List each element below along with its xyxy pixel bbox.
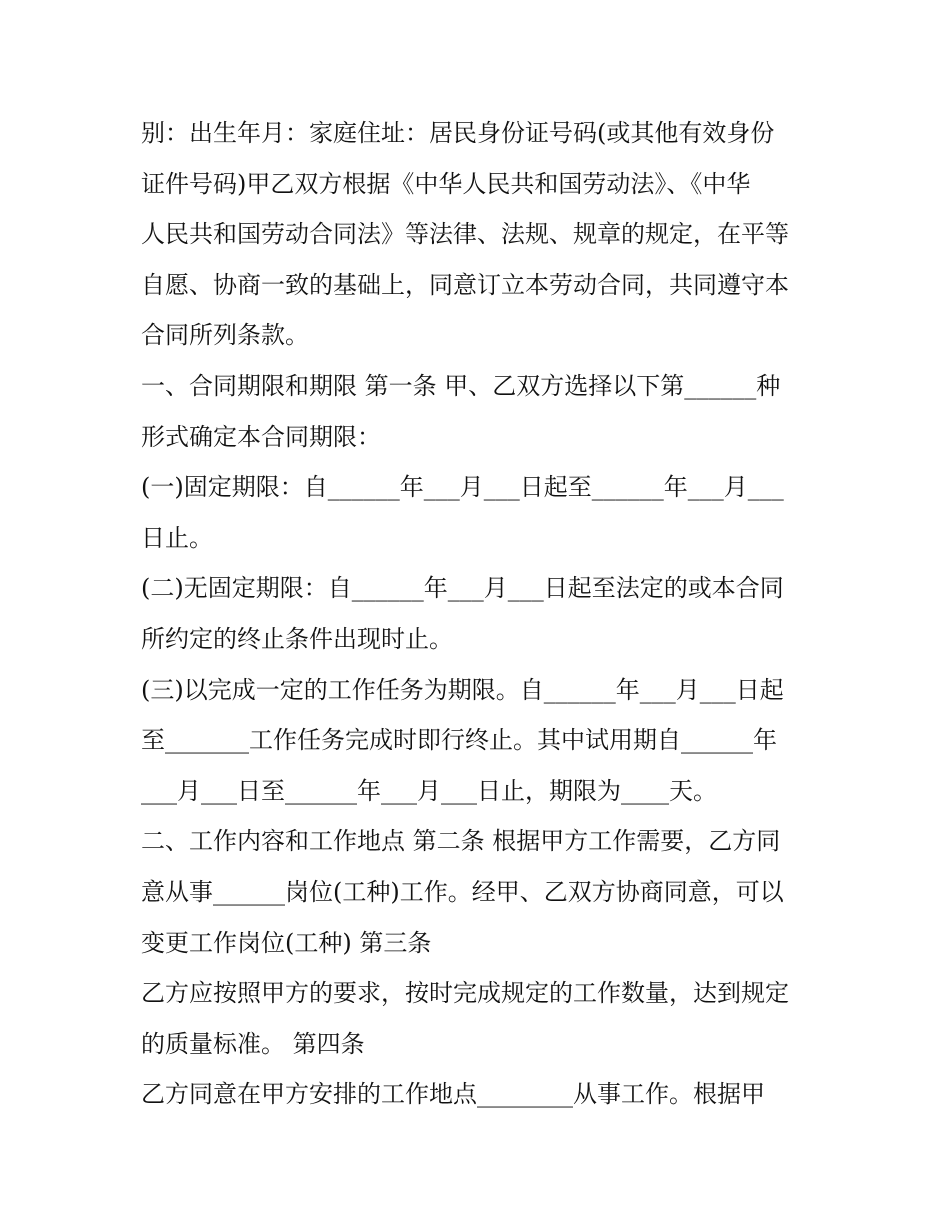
section-heading-line: 二、工作内容和工作地点 第二条 根据甲方工作需要，乙方同 (141, 827, 781, 856)
text-line: 合同所列条款。 (141, 321, 309, 350)
text-line: (一)固定期限：自______年___月___日起至______年___月___ (141, 473, 784, 502)
text-line: 变更工作岗位(工种) 第三条 (141, 928, 432, 957)
text-line: 意从事______岗位(工种)工作。经甲、乙双方协商同意，可以 (141, 877, 784, 906)
text-line: 所约定的终止条件出现时止。 (141, 624, 453, 653)
text-line: 形式确定本合同期限： (141, 422, 381, 451)
text-line: 至_______工作任务完成时即行终止。其中试用期自______年 (141, 726, 777, 755)
text-line: (二)无固定期限：自______年___月___日起至法定的或本合同 (141, 574, 784, 603)
text-line: 乙方同意在甲方安排的工作地点________从事工作。根据甲 (141, 1080, 765, 1109)
text-line: (三)以完成一定的工作任务为期限。自______年___月___日起 (141, 675, 784, 704)
text-line: 别：出生年月：家庭住址：居民身份证号码(或其他有效身份 (141, 119, 775, 147)
text-line: ___月___日至______年___月___日止，期限为____天。 (141, 776, 717, 805)
section-heading-line: 一、合同期限和期限 第一条 甲、乙双方选择以下第______种 (141, 371, 781, 400)
text-line: 人民共和国劳动合同法》等法律、法规、规章的规定，在平等 (141, 220, 789, 249)
text-line: 乙方应按照甲方的要求，按时完成规定的工作数量，达到规定 (141, 979, 789, 1008)
contract-body-text (141, 108, 821, 1120)
text-line: 证件号码)甲乙双方根据《中华人民共和国劳动法》、《中华 (141, 169, 751, 198)
text-line: 日止。 (141, 523, 213, 552)
text-line: 的质量标准。 第四条 (141, 1029, 365, 1058)
text-line: 自愿、协商一致的基础上，同意订立本劳动合同，共同遵守本 (141, 270, 789, 299)
